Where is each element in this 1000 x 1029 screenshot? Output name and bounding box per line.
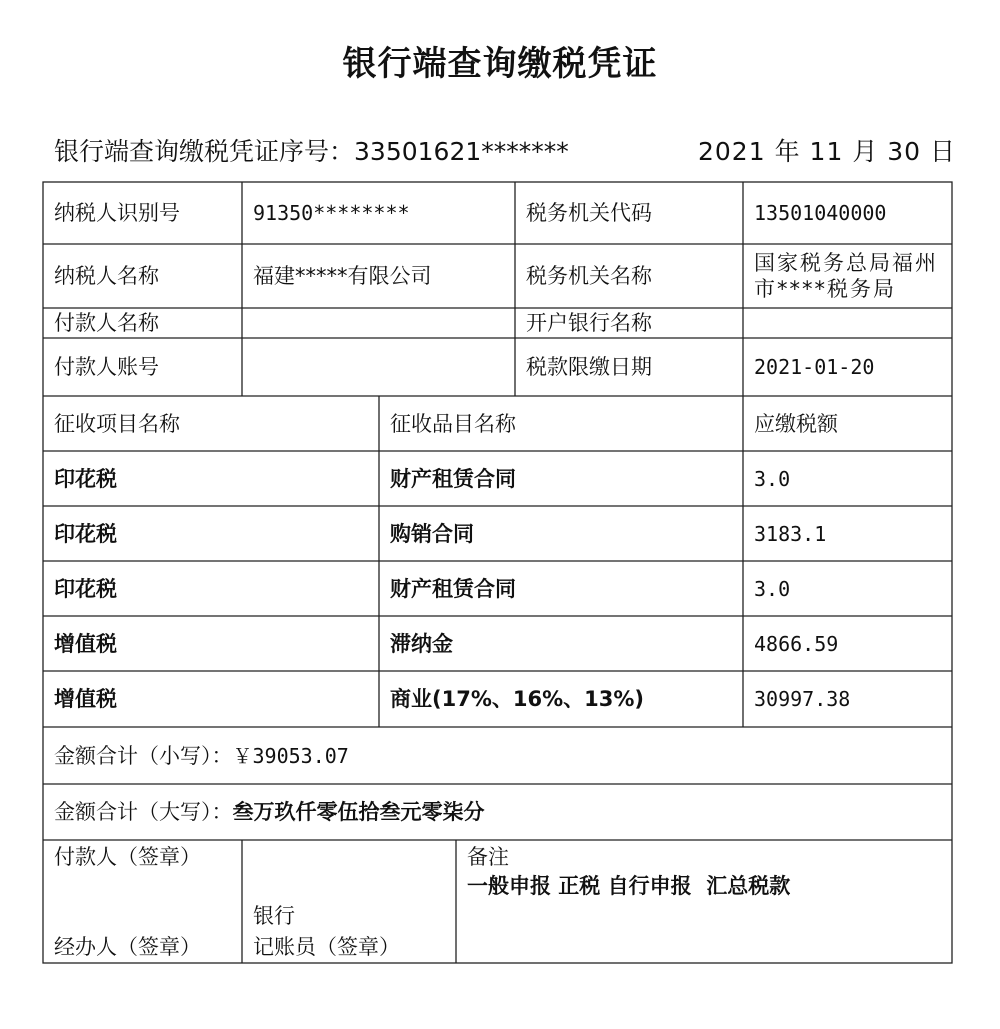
item-amount: 3.0 <box>754 466 791 491</box>
item-name: 财产租赁合同 <box>390 466 516 491</box>
item-amount: 3.0 <box>754 576 791 601</box>
item-name: 财产租赁合同 <box>390 576 516 601</box>
payer-account-value <box>242 338 515 396</box>
item-name: 购销合同 <box>390 521 474 546</box>
item-name: 商业(17%、16%、13%) <box>390 687 644 711</box>
item-amount: 4866.59 <box>754 631 839 656</box>
date-day: 30 <box>887 137 922 166</box>
tax-office-code-label: 税务机关代码 <box>526 201 652 225</box>
bank-name-label: 开户银行名称 <box>526 311 652 335</box>
item-project: 印花税 <box>54 466 117 491</box>
total-small-value: ￥39053.07 <box>232 743 349 768</box>
payer-name-value <box>242 308 515 338</box>
taxpayer-name-label: 纳税人名称 <box>54 264 159 288</box>
item-amount: 30997.38 <box>754 687 851 711</box>
item-project: 增值税 <box>54 687 117 711</box>
total-small-label: 金额合计（小写）： <box>54 743 233 768</box>
date-day-unit: 日 <box>930 137 957 166</box>
item-project: 印花税 <box>54 521 117 546</box>
bank-name-value <box>743 308 952 338</box>
date-month-unit: 月 <box>852 137 879 166</box>
bookkeeper-sign: 记账员（签章） <box>253 934 400 959</box>
taxpayer-id-label: 纳税人识别号 <box>54 201 180 225</box>
bank-label: 银行 <box>253 904 295 928</box>
tax-office-code-value: 13501040000 <box>754 201 887 225</box>
taxpayer-id-value: 91350******** <box>253 201 410 225</box>
date-year: 2021 <box>698 137 766 166</box>
payer-name-label: 付款人名称 <box>54 311 159 335</box>
date-year-unit: 年 <box>774 137 801 166</box>
items-header-project: 征收项目名称 <box>54 411 180 436</box>
date-month: 11 <box>809 137 844 166</box>
total-big-label: 金额合计（大写）： <box>54 800 233 824</box>
total-big-value: 叁万玖仟零伍拾叁元零柒分 <box>232 800 485 824</box>
remarks-value: 一般申报 正税 自行申报 汇总税款 <box>467 874 791 898</box>
items-header-amount: 应缴税额 <box>754 411 838 436</box>
payment-deadline-value: 2021-01-20 <box>754 355 875 379</box>
items-header-item: 征收品目名称 <box>390 411 516 436</box>
item-project: 增值税 <box>54 631 117 656</box>
item-amount: 3183.1 <box>754 521 827 546</box>
serial-value: 33501621******* <box>354 137 569 166</box>
payment-deadline-label: 税款限缴日期 <box>526 355 652 379</box>
remarks-label: 备注 <box>467 845 509 869</box>
serial-label: 银行端查询缴税凭证序号： <box>54 137 355 166</box>
handler-sign: 经办人（签章） <box>54 934 201 959</box>
total-big <box>43 784 952 840</box>
payer-account-label: 付款人账号 <box>54 355 159 379</box>
tax-office-name-value: 国家税务总局福州市****税务局 <box>754 251 938 301</box>
payer-sign: 付款人（签章） <box>54 845 201 869</box>
item-name: 滞纳金 <box>390 631 453 656</box>
tax-office-name-label: 税务机关名称 <box>526 264 652 288</box>
page-title: 银行端查询缴税凭证 <box>342 44 658 84</box>
item-project: 印花税 <box>54 576 117 601</box>
taxpayer-name-value: 福建*****有限公司 <box>253 264 432 288</box>
total-small <box>43 727 952 784</box>
